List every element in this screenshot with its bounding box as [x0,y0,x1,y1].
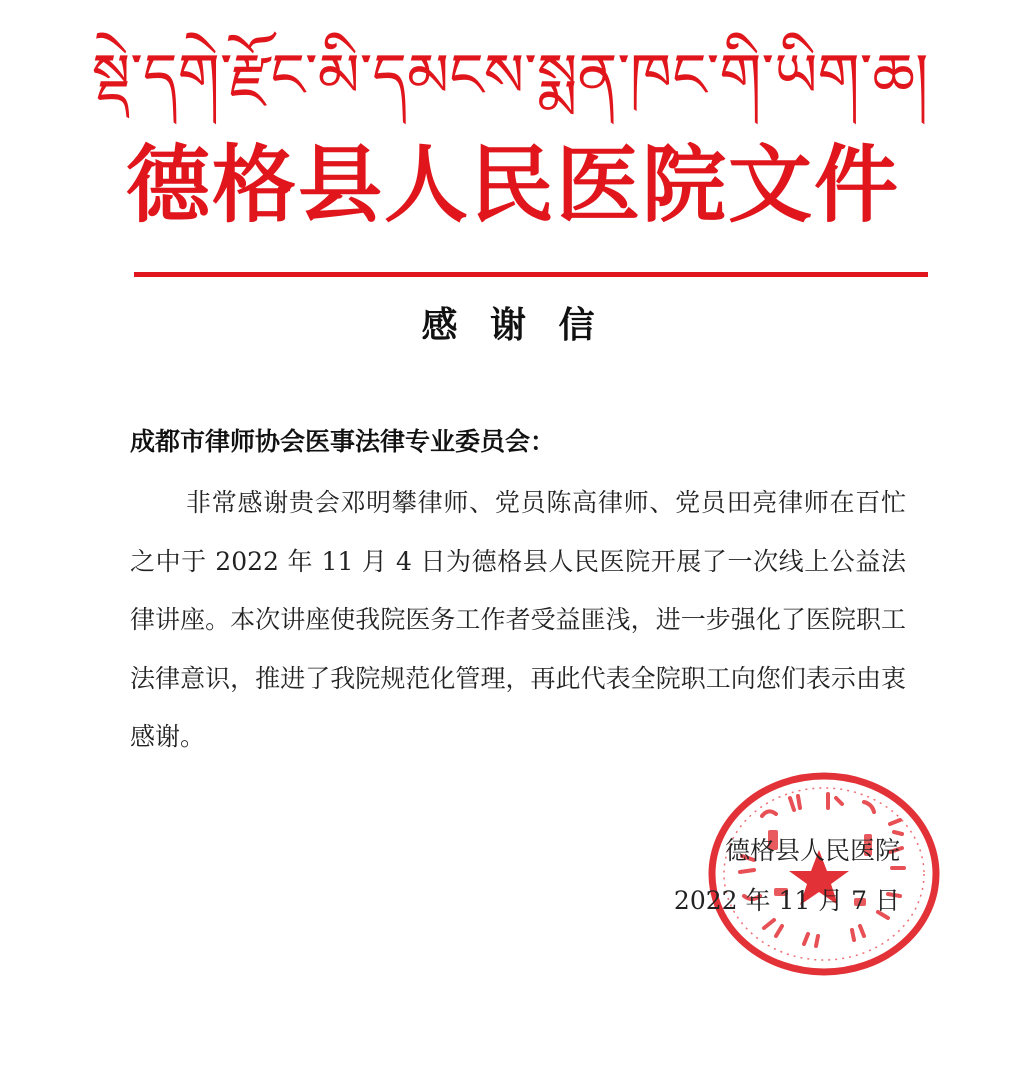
header-title: 德格县人民医院文件 [125,134,900,234]
header-divider [134,272,928,277]
body-paragraph: 非常感谢贵会邓明攀律师、党员陈高律师、党员田亮律师在百忙之中于 2022 年 11 月 4 日为德格县人民医院开展了一次线上公益法律讲座。本次讲座使我院医务工作者受益匪浅，进一步强化了医院职工法律意识，推进了我院规范化管理，再此代表全院职工向您们表示由衷感谢。 [130,488,906,752]
signature-organization: 德格县人民医院 [724,836,900,865]
tibetan-header-title: སྡེ་དགེ་རྫོང་མི་དམངས་སྨན་ཁང་གི་ཡིག་ཆ། [91,41,929,111]
signature-block [600,826,900,926]
signature-date: 2022 年 11 月 7 日 [673,886,900,915]
document-title: 感 谢 信 [421,305,605,346]
salutation: 成都市律师协会医事法律专业委员会： [130,427,556,456]
